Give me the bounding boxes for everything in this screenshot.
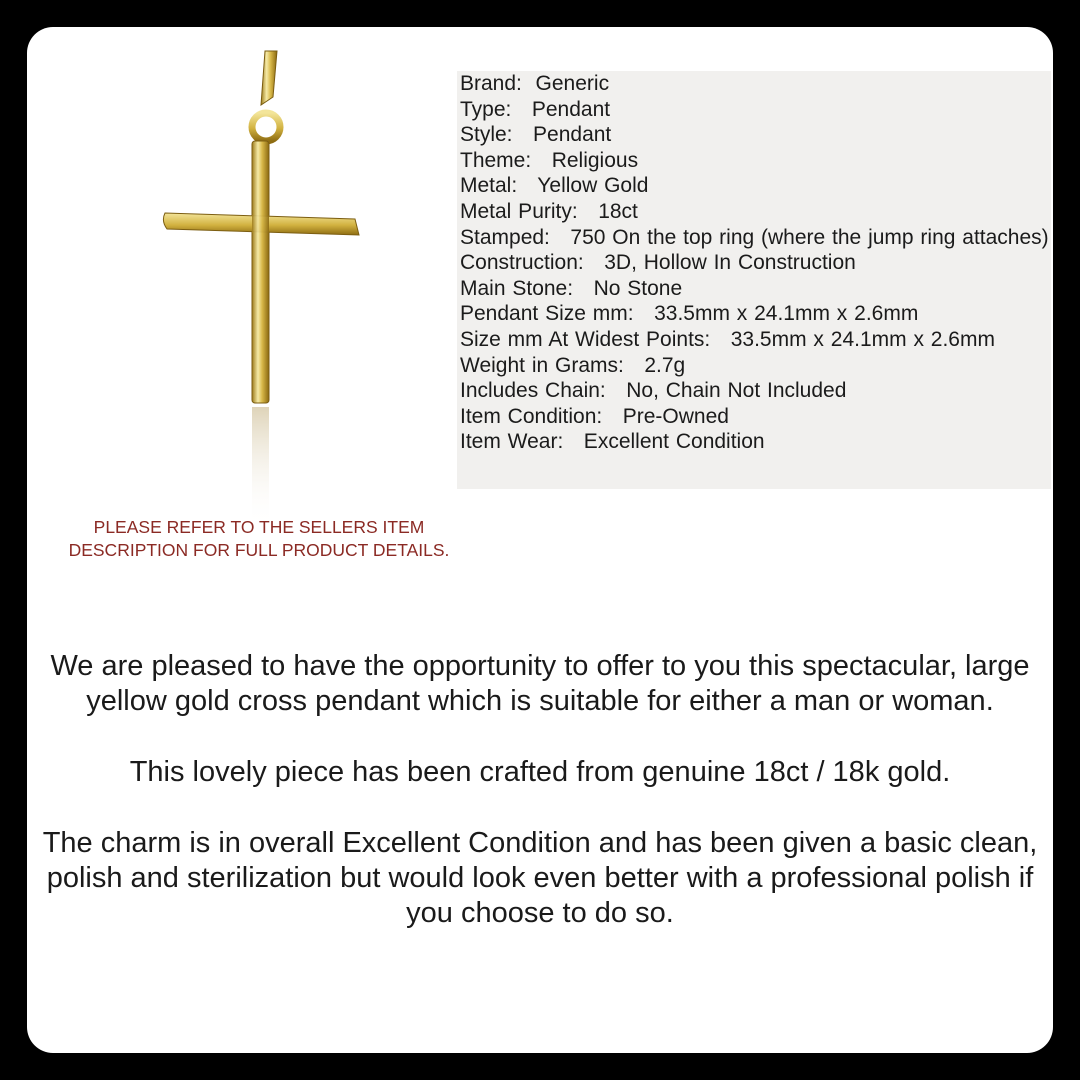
spec-brand: Brand: Generic bbox=[460, 72, 610, 95]
description-paragraph-1: We are pleased to have the opportunity to offer to you this spectacular, large yellow gold cross pendant which is suitable for either a man or woman. bbox=[50, 650, 1030, 717]
specs-list bbox=[460, 71, 1050, 455]
description-paragraph-2: This lovely piece has been crafted from genuine 18ct / 18k gold. bbox=[129, 756, 951, 788]
listing-card bbox=[27, 27, 1053, 1053]
spec-item-condition: Item Condition: Pre-Owned bbox=[460, 404, 729, 428]
seller-notice bbox=[39, 516, 479, 562]
product-description bbox=[27, 649, 1053, 931]
spec-widest-points: Size mm At Widest Points: 33.5mm x 24.1mm x 2.6mm bbox=[460, 327, 995, 351]
spec-includes-chain: Includes Chain: No, Chain Not Included bbox=[460, 379, 847, 403]
spec-metal-purity: Metal Purity: 18ct bbox=[460, 199, 638, 223]
seller-notice-line-2: DESCRIPTION FOR FULL PRODUCT DETAILS. bbox=[68, 540, 450, 560]
spec-item-wear: Item Wear: Excellent Condition bbox=[460, 430, 765, 454]
spec-weight: Weight in Grams: 2.7g bbox=[460, 353, 686, 377]
seller-notice-line-1: PLEASE REFER TO THE SELLERS ITEM bbox=[93, 517, 425, 537]
spec-stamped: Stamped: 750 On the top ring (where the jump ring attaches) bbox=[460, 225, 1049, 249]
cross-pendant-icon bbox=[87, 45, 417, 545]
spec-pendant-size: Pendant Size mm: 33.5mm x 24.1mm x 2.6mm bbox=[460, 302, 919, 326]
spec-main-stone: Main Stone: No Stone bbox=[460, 276, 683, 300]
spec-type: Type: Pendant bbox=[460, 97, 611, 121]
spec-metal: Metal: Yellow Gold bbox=[460, 174, 649, 198]
description-paragraph-3: The charm is in overall Excellent Condition and has been given a basic clean, polish and sterilization but would look even better with a professional polish if you choose to do so. bbox=[42, 827, 1038, 929]
spec-construction: Construction: 3D, Hollow In Construction bbox=[460, 251, 856, 275]
spec-theme: Theme: Religious bbox=[460, 148, 639, 172]
spec-style: Style: Pendant bbox=[460, 123, 612, 147]
product-image bbox=[87, 45, 417, 545]
